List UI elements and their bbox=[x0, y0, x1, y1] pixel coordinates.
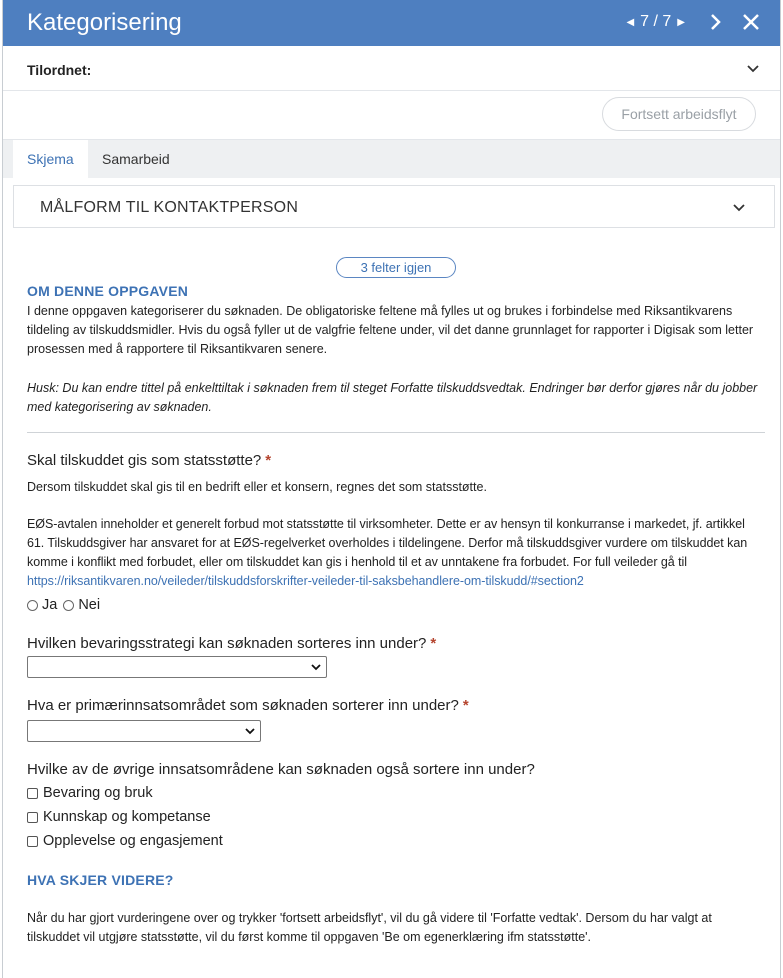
divider bbox=[27, 432, 765, 433]
about-note: Husk: Du kan endre tittel på enkelttiltak i søknaden frem til steget Forfatte tilskuddsvedtak. Endringer bør derfor gjøres når du jobber med kategorisering av søknaden. bbox=[27, 381, 758, 414]
fields-left-badge[interactable]: 3 felter igjen bbox=[336, 257, 456, 278]
other-areas-question: Hvilke av de øvrige innsatsområdene kan søknaden også sortere inn under? bbox=[27, 761, 535, 778]
checkbox-label: Kunnskap og kompetanse bbox=[43, 809, 211, 825]
required-marker: * bbox=[430, 635, 437, 652]
radio-yes[interactable] bbox=[27, 600, 38, 611]
checkbox-box[interactable] bbox=[27, 836, 38, 847]
chevron-down-icon bbox=[245, 727, 255, 735]
assignee-label: Tilordnet: bbox=[27, 62, 92, 78]
continue-workflow-button[interactable]: Fortsett arbeidsflyt bbox=[602, 97, 756, 131]
next-page-icon[interactable]: ▶ bbox=[677, 16, 685, 28]
checkbox-box[interactable] bbox=[27, 812, 38, 823]
state-aid-question bbox=[27, 452, 271, 469]
action-bar bbox=[3, 91, 780, 140]
state-aid-help-2-text: EØS-avtalen inneholder et generelt forbud mot statsstøtte til virksomheter. Dette er av hensyn til konkurranse i markedet, jf. artikkel 61. Tilskuddsgiver har ansvaret for at EØS-regelverket overholdes i tildelingene. Derfor må tilskuddsgiver vurdere om tilskuddet kan komme i konflikt med forbudet, eller om tilskuddet kan gis i henhold til et av unntakene fra forbudet. For full veileder gå til bbox=[27, 517, 748, 569]
next-heading: HVA SKJER VIDERE? bbox=[27, 872, 174, 888]
chevron-down-icon bbox=[311, 663, 321, 671]
panel-title: Kategorisering bbox=[27, 9, 182, 36]
primary-area-question bbox=[27, 697, 469, 714]
checkbox-box[interactable] bbox=[27, 788, 38, 799]
checkbox-kunnskap[interactable] bbox=[27, 809, 211, 825]
prev-page-icon[interactable]: ◀ bbox=[626, 16, 635, 28]
state-aid-question-label: Skal tilskuddet gis som statsstøtte? bbox=[27, 452, 262, 469]
state-aid-help-2 bbox=[27, 515, 763, 591]
primary-area-question-label: Hva er primærinnsatsområdet som søknaden sorterer inn under? bbox=[27, 697, 459, 714]
close-icon[interactable] bbox=[740, 11, 762, 33]
about-heading: OM DENNE OPPGAVEN bbox=[27, 283, 189, 299]
guide-link[interactable]: https://riksantikvaren.no/veileder/tilskuddsforskrifter-veileder-til-saksbehandlere-om-tilskudd/#section2 bbox=[27, 574, 584, 588]
strategy-question bbox=[27, 635, 436, 652]
required-marker: * bbox=[462, 697, 469, 714]
pager-count: 7 / 7 bbox=[640, 13, 672, 30]
assignee-row[interactable] bbox=[3, 46, 780, 91]
strategy-select[interactable] bbox=[27, 656, 327, 678]
chevron-down-icon[interactable] bbox=[746, 62, 760, 76]
tab-samarbeid[interactable]: Samarbeid bbox=[102, 151, 170, 167]
radio-no-label: Nei bbox=[78, 597, 101, 613]
primary-area-select[interactable] bbox=[27, 720, 261, 742]
tab-bar bbox=[3, 140, 780, 178]
strategy-question-label: Hvilken bevaringsstrategi kan søknaden sorteres inn under? bbox=[27, 635, 427, 652]
chevron-down-icon[interactable] bbox=[732, 201, 746, 215]
task-panel bbox=[2, 0, 781, 978]
checkbox-bevaring[interactable] bbox=[27, 785, 153, 801]
state-aid-help-1: Dersom tilskuddet skal gis til en bedrift eller et konsern, regnes det som statsstøtte. bbox=[27, 480, 487, 494]
required-marker: * bbox=[265, 452, 272, 469]
checkbox-label: Bevaring og bruk bbox=[43, 785, 153, 801]
checkbox-opplevelse[interactable] bbox=[27, 833, 223, 849]
accordion-malform[interactable] bbox=[13, 185, 775, 228]
checkbox-label: Opplevelse og engasjement bbox=[43, 833, 223, 849]
accordion-label: MÅLFORM TIL KONTAKTPERSON bbox=[40, 199, 299, 216]
radio-no[interactable] bbox=[63, 600, 74, 611]
panel-header bbox=[3, 0, 780, 46]
pager bbox=[626, 13, 685, 31]
next-text: Når du har gjort vurderingene over og trykker 'fortsett arbeidsflyt', vil du gå videre til 'Forfatte vedtak'. Dersom du har valgt at tilskuddet vil utgjøre statsstøtte, vil du først komme til oppgaven 'Be om egenerklæring ifm statsstøtte'. bbox=[27, 911, 712, 944]
state-aid-radio-group bbox=[27, 597, 100, 613]
about-text: I denne oppgaven kategoriserer du søknaden. De obligatoriske feltene må fylles ut og brukes i forbindelse med Riksantikvarens tildeling av tilskuddsmidler. Hvis du også fyller ut de valgfrie feltene under, vil det danne grunnlaget for rapporter i Digisak som letter prosessen med å rapportere til Riksantikvaren senere. bbox=[27, 304, 754, 356]
radio-yes-label: Ja bbox=[42, 597, 58, 613]
chevron-right-icon[interactable] bbox=[707, 11, 725, 33]
tab-skjema[interactable]: Skjema bbox=[13, 140, 88, 178]
